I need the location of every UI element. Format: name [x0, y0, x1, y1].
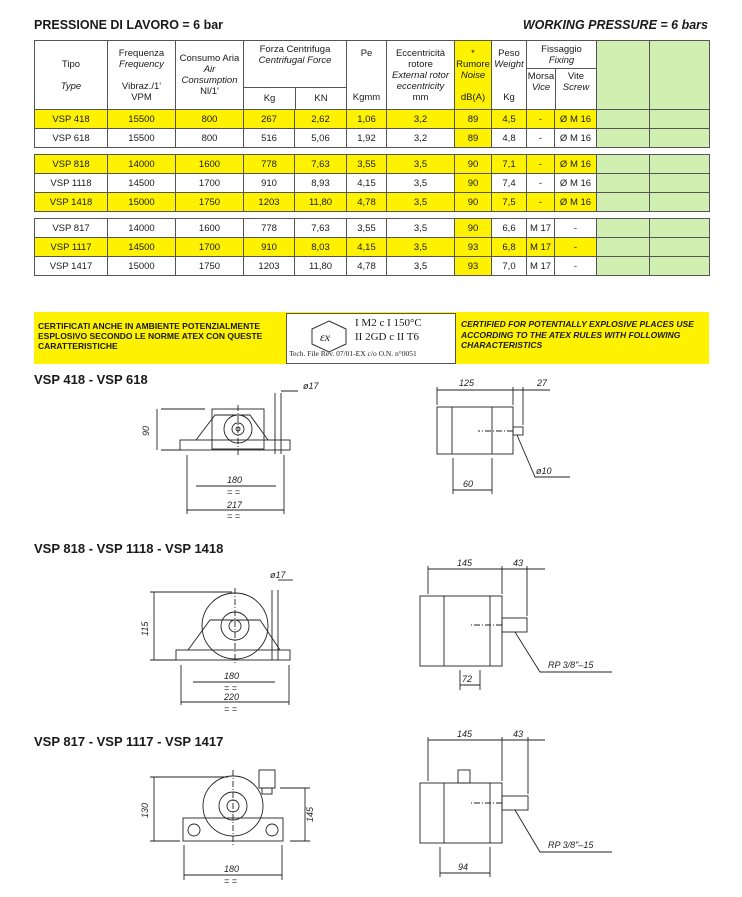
cell-kg: 778	[244, 155, 295, 174]
dim-phi-2: ø17	[270, 570, 286, 580]
cell-pe: 4,78	[347, 257, 387, 276]
cell-db: 90	[455, 193, 492, 212]
cell-cons: 1750	[176, 257, 244, 276]
cell-kg: 267	[244, 110, 295, 129]
cell-kg: 910	[244, 174, 295, 193]
cell-peso: 7,5	[492, 193, 527, 212]
cell-morsa: -	[527, 174, 555, 193]
col-eccentricity: Eccentricità rotore External rotor eccentricity mm	[387, 41, 455, 110]
cell-vite: Ø M 16	[555, 110, 597, 129]
col-consumption: Consumo Aria Air Consumption Nl/1'	[176, 41, 244, 110]
dim-phi-1: ø17	[303, 381, 319, 391]
dim-height-3a: 130	[140, 802, 150, 818]
cell-db: 93	[455, 238, 492, 257]
col-frequency: Frequenza Frequency Vibraz./1' VPM	[108, 41, 176, 110]
cell-pe: 1,92	[347, 129, 387, 148]
cell-kg: 910	[244, 238, 295, 257]
cell-vite: Ø M 16	[555, 129, 597, 148]
cell-ecc: 3,2	[387, 129, 455, 148]
cell-ecc: 3,5	[387, 155, 455, 174]
cell-db: 90	[455, 219, 492, 238]
dim-top-3a: 145	[457, 729, 473, 739]
cell-peso: 7,0	[492, 257, 527, 276]
dim-width-2b: 220	[224, 692, 240, 702]
cell-vite: -	[555, 257, 597, 276]
col-noise: * Rumore Noise dB(A)	[455, 41, 492, 110]
cell-tipo: VSP 1117	[35, 238, 108, 257]
header-left-title: PRESSIONE DI LAVORO = 6 bar	[34, 18, 224, 32]
dim-top-2b: 43	[513, 558, 524, 568]
drawing-vsp818-front	[150, 580, 293, 705]
dim-width-2a: 180	[224, 671, 240, 681]
cell-kn: 11,80	[295, 193, 347, 212]
cell-morsa: -	[527, 110, 555, 129]
cell-freq: 14500	[108, 238, 176, 257]
atex-line-2: II 2GD c II T6	[355, 331, 419, 343]
section-title-1: VSP 418 - VSP 618	[34, 372, 148, 387]
cell-morsa: M 17	[527, 238, 555, 257]
section-title-3: VSP 817 - VSP 1117 - VSP 1417	[34, 734, 224, 749]
col-fixing: Fissaggio Fixing Morsa Vice Vite Screw	[527, 41, 597, 110]
cell-vite: Ø M 16	[555, 155, 597, 174]
col-weight: Peso Weight Kg	[492, 41, 527, 110]
cell-tipo: VSP 1417	[35, 257, 108, 276]
cell-kn: 7,63	[295, 155, 347, 174]
cell-pe: 1,06	[347, 110, 387, 129]
cell-tipo: VSP 418	[35, 110, 108, 129]
dim-width-3: 180	[224, 864, 240, 874]
cell-kn: 5,06	[295, 129, 347, 148]
cell-ecc: 3,5	[387, 219, 455, 238]
cell-ecc: 3,5	[387, 257, 455, 276]
dim-height-2: 115	[140, 621, 150, 636]
cell-kn: 7,63	[295, 219, 347, 238]
cell-ecc: 3,2	[387, 110, 455, 129]
dim-eq-1a: = =	[227, 487, 241, 497]
cell-freq: 15000	[108, 193, 176, 212]
cell-db: 90	[455, 155, 492, 174]
cell-cons: 1600	[176, 219, 244, 238]
atex-text-en: CERTIFIED FOR POTENTIALLY EXPLOSIVE PLACES USE ACCORDING TO THE ATEX RULES WITH FOLLOWING CHARACTERISTICS	[461, 319, 694, 350]
dim-bottom-1: 60	[463, 479, 474, 489]
cell-kg: 778	[244, 219, 295, 238]
cell-tipo: VSP 1418	[35, 193, 108, 212]
dim-bottom-3: 94	[458, 862, 469, 872]
dim-top-2a: 145	[457, 558, 473, 568]
cell-freq: 14000	[108, 219, 176, 238]
dim-eq-1b: = =	[227, 511, 241, 521]
cell-pe: 4,15	[347, 238, 387, 257]
drawing-vsp418-side	[437, 387, 570, 494]
cell-morsa: M 17	[527, 219, 555, 238]
cell-db: 89	[455, 110, 492, 129]
cell-vite: Ø M 16	[555, 193, 597, 212]
cell-freq: 15500	[108, 129, 176, 148]
cell-tipo: VSP 618	[35, 129, 108, 148]
cell-peso: 6,6	[492, 219, 527, 238]
cell-tipo: VSP 818	[35, 155, 108, 174]
dim-top-3b: 43	[513, 729, 524, 739]
col-tipo: Tipo Type	[35, 41, 108, 110]
cell-morsa: -	[527, 155, 555, 174]
dim-bottom-2: 72	[462, 674, 473, 684]
cell-morsa: -	[527, 129, 555, 148]
cell-tipo: VSP 1118	[35, 174, 108, 193]
cell-cons: 800	[176, 110, 244, 129]
dim-eq-2a: = =	[224, 683, 238, 693]
cell-kn: 2,62	[295, 110, 347, 129]
cell-kn: 11,80	[295, 257, 347, 276]
ex-symbol: εx	[320, 330, 331, 344]
atex-text-it: CERTIFICATI ANCHE IN AMBIENTE POTENZIALMENTE ESPLOSIVO SECONDO LE NORME ATEX CON QUESTE CARATTERISTICHE	[38, 321, 263, 351]
cell-cons: 1750	[176, 193, 244, 212]
cell-vite: Ø M 16	[555, 174, 597, 193]
atex-line-1: I M2 c I 150°C	[355, 317, 422, 329]
cell-db: 90	[455, 174, 492, 193]
cell-peso: 4,8	[492, 129, 527, 148]
dim-outlet-3: RP 3/8"–15	[548, 840, 594, 850]
cell-peso: 6,8	[492, 238, 527, 257]
drawing-vsp818-side	[420, 566, 612, 690]
cell-peso: 7,4	[492, 174, 527, 193]
cell-db: 89	[455, 129, 492, 148]
cell-ecc: 3,5	[387, 238, 455, 257]
cell-cons: 1700	[176, 174, 244, 193]
cell-cons: 800	[176, 129, 244, 148]
cell-cons: 1600	[176, 155, 244, 174]
cell-ecc: 3,5	[387, 193, 455, 212]
cell-cons: 1700	[176, 238, 244, 257]
atex-tech-file: Tech. File Rev. 07/01-EX c/o O.N. n°0051	[289, 349, 417, 358]
cell-pe: 3,55	[347, 155, 387, 174]
cell-tipo: VSP 817	[35, 219, 108, 238]
dim-eq-2b: = =	[224, 704, 238, 714]
col-pe: Pe Kgmm	[347, 41, 387, 110]
cell-kn: 8,93	[295, 174, 347, 193]
cell-pe: 3,55	[347, 219, 387, 238]
cell-vite: -	[555, 238, 597, 257]
cell-peso: 7,1	[492, 155, 527, 174]
dim-width-1b: 217	[227, 500, 243, 510]
dim-outlet-1: ø10	[536, 466, 552, 476]
cell-ecc: 3,5	[387, 174, 455, 193]
col-centrifugal-force: Forza Centrifuga Centrifugal Force Kg KN	[244, 41, 347, 110]
dim-width-1a: 180	[227, 475, 243, 485]
drawing-vsp817-side	[420, 737, 612, 877]
cell-morsa: M 17	[527, 257, 555, 276]
cell-peso: 4,5	[492, 110, 527, 129]
cell-pe: 4,15	[347, 174, 387, 193]
cell-vite: -	[555, 219, 597, 238]
dim-top-1b: 27	[537, 378, 548, 388]
cell-db: 93	[455, 257, 492, 276]
cell-morsa: -	[527, 193, 555, 212]
cell-freq: 14500	[108, 174, 176, 193]
dim-outlet-2: RP 3/8"–15	[548, 660, 594, 670]
cell-kn: 8,03	[295, 238, 347, 257]
cell-freq: 15500	[108, 110, 176, 129]
cell-freq: 14000	[108, 155, 176, 174]
dim-height-3b: 145	[305, 806, 315, 822]
dim-eq-3: = =	[224, 876, 238, 886]
cell-kg: 1203	[244, 257, 295, 276]
section-title-2: VSP 818 - VSP 1118 - VSP 1418	[34, 541, 224, 556]
cell-freq: 15000	[108, 257, 176, 276]
dim-height-1: 90	[141, 425, 151, 436]
dim-top-1a: 125	[459, 378, 475, 388]
cell-kg: 516	[244, 129, 295, 148]
cell-kg: 1203	[244, 193, 295, 212]
cell-pe: 4,78	[347, 193, 387, 212]
header-right-title: WORKING PRESSURE = 6 bars	[522, 18, 708, 32]
